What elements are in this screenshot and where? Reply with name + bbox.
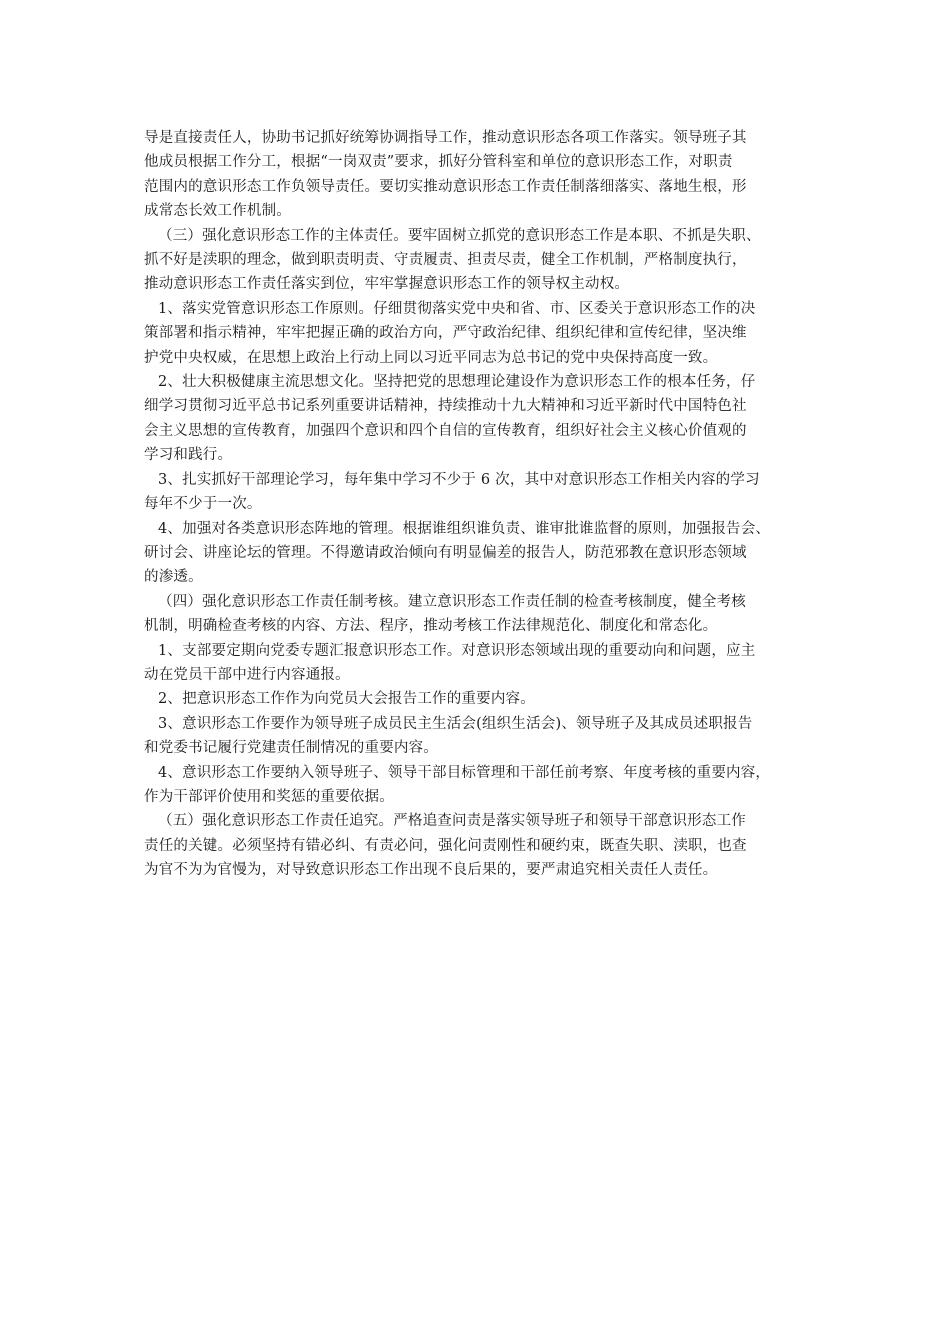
paragraph-item-3-1 [144,297,824,370]
section-heading-line: （五）强化意识形态工作责任追究。严格追查问责是落实领导班子和领导干部意识形态工作 [158,813,746,830]
text-line: 3、扎实抓好干部理论学习，每年集中学习不少于 6 次，其中对意识形态工作相关内容的学习 [158,471,760,488]
text-line: 导是直接责任人，协助书记抓好统筹协调指导工作，推动意识形态各项工作落实。领导班子其 [144,130,747,146]
paragraph-section-4 [144,590,824,639]
paragraph-item-3-4 [144,517,824,590]
section-heading-line: （三）强化意识形态工作的主体责任。要牢固树立抓党的意识形态工作是本职、不抓是失职、 [158,227,761,244]
text-line: 研讨会、讲座论坛的管理。不得邀请政治倾向有明显偏差的报告人，防范邪教在意识形态领域 [144,544,747,561]
paragraph-item-4-4 [144,761,824,810]
text-line: 2、壮大积极健康主流思想文化。坚持把党的思想理论建设作为意识形态工作的根本任务，仔 [158,374,756,391]
text-line: 抓不好是渎职的理念，做到职责明责、守责履责、担责尽责，健全工作机制，严格制度执行， [144,252,747,269]
text-line: 护党中央权威，在思想上政治上行动上同以习近平同志为总书记的党中央保持高度一致。 [144,349,718,366]
paragraph-section-5 [144,809,824,882]
section-heading-line: （四）强化意识形态工作责任制考核。建立意识形态工作责任制的检查考核制度，健全考核 [158,593,746,610]
text-line: 的渗透。 [144,569,203,586]
text-line: 1、落实党管意识形态工作原则。仔细贯彻落实党中央和省、市、区委关于意识形态工作的决 [158,300,756,317]
text-line: 1、支部要定期向党委专题汇报意识形态工作。对意识形态领域出现的重要动向和问题，应主 [158,642,756,659]
text-line: 他成员根据工作分工，根据“一岗双责”要求，抓好分管科室和单位的意识形态工作，对职责 [144,154,733,171]
text-line: 责任的关键。必须坚持有错必纠、有责必问，强化问责刚性和硬约束，既查失职、渎职，也查 [144,837,747,854]
text-line: 4、加强对各类意识形态阵地的管理。根据谁组织谁负责、谁审批谁监督的原则，加强报告会、 [158,520,771,537]
text-line: 为官不为为官慢为，对导致意识形态工作出现不良后果的，要严肃追究相关责任人责任。 [144,862,718,879]
paragraph-item-3-3 [144,468,824,517]
text-line: 作为干部评价使用和奖惩的重要依据。 [144,788,394,805]
text-line: 推动意识形态工作责任落实到位，牢牢掌握意识形态工作的领导权主动权。 [144,276,630,293]
text-line: 动在党员干部中进行内容通报。 [144,666,350,683]
text-line: 机制，明确检查考核的内容、方法、程序，推动考核工作法律规范化、制度化和常态化。 [144,618,718,635]
paragraph-item-3-2 [144,370,824,468]
text-line: 2、把意识形态工作作为向党员大会报告工作的重要内容。 [158,691,535,708]
paragraph-item-4-3 [144,712,824,761]
text-line: 策部署和指示精神，牢牢把握正确的政治方向，严守政治纪律、组织纪律和宣传纪律，坚决维 [144,325,747,342]
text-line: 会主义思想的宣传教育，加强四个意识和四个自信的宣传教育，组织好社会主义核心价值观的 [144,422,747,439]
text-line: 每年不少于一次。 [144,496,262,513]
text-line: 学习和践行。 [144,447,233,464]
paragraph-section-3 [144,224,824,297]
text-line: 4、意识形态工作要纳入领导班子、领导干部目标管理和干部任前考察、年度考核的重要内容， [158,764,771,781]
paragraph-continued [144,126,824,224]
text-line: 细学习贯彻习近平总书记系列重要讲话精神，持续推动十九大精神和习近平新时代中国特色社 [144,398,747,415]
text-line: 和党委书记履行党建责任制情况的重要内容。 [144,740,438,757]
paragraph-item-4-2 [144,687,824,711]
text-line: 范围内的意识形态工作负领导责任。要切实推动意识形态工作责任制落细落实、落地生根，形 [144,178,747,195]
document-body [144,126,824,883]
paragraph-item-4-1 [144,639,824,688]
text-line: 成常态长效工作机制。 [144,203,291,220]
text-line: 3、意识形态工作要作为领导班子成员民主生活会(组织生活会)、领导班子及其成员述职报告 [158,715,753,732]
